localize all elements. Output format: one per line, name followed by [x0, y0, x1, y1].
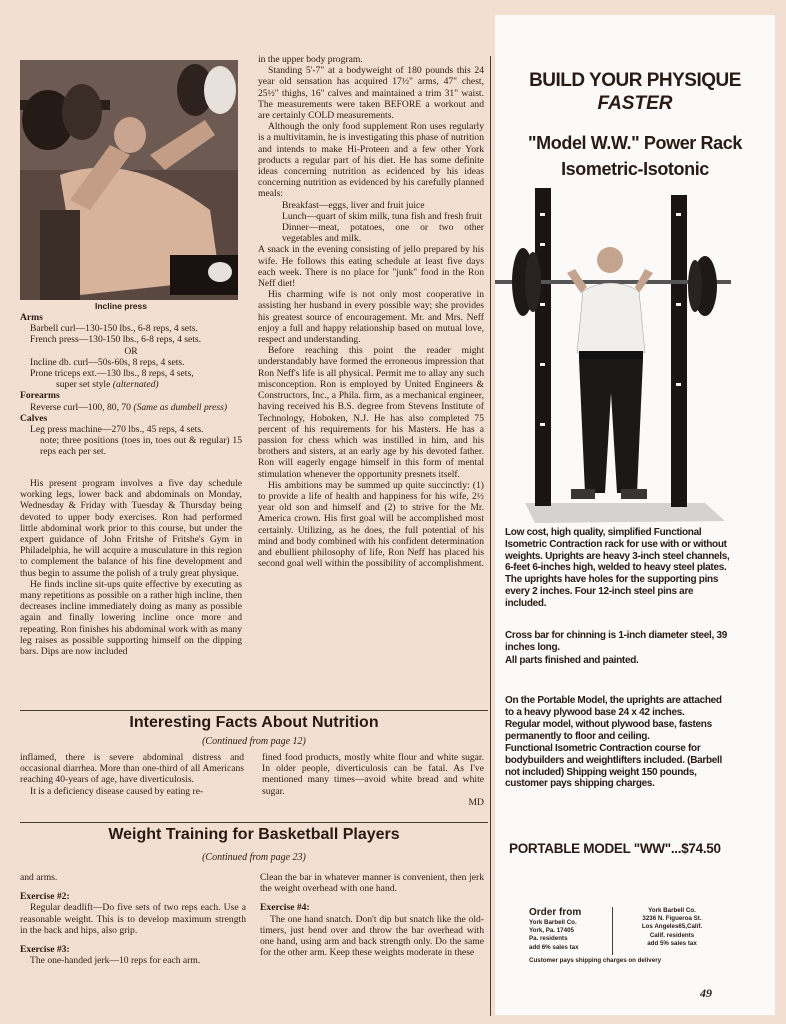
left-addr-3: Pa. residents: [529, 935, 568, 943]
right-addr-4: Calif. residents: [649, 931, 695, 939]
column-divider: [490, 56, 491, 1016]
basketball-continued: (Continued from page 23): [202, 852, 306, 863]
nutrition-right-p1: fined food products, mostly white flour and white sugar. In older people, diverticulosis can be fatal. As I've mentioned many times—avoid white bread and white sugar.: [262, 752, 484, 797]
nutrition-signature: MD: [468, 796, 484, 808]
power-rack-ad: [495, 15, 775, 1015]
basketball-l0: and arms.: [20, 872, 58, 883]
exercise-3-text: The one-handed jerk—10 reps for each arm.: [30, 955, 201, 967]
left-column-text: [20, 478, 242, 657]
ad-headline-faster: FASTER: [597, 93, 673, 114]
arms-or: OR: [124, 345, 138, 357]
nutrition-left: [20, 752, 244, 797]
basketball-title: Weight Training for Basketball Players: [108, 826, 400, 843]
routine-list: [20, 312, 242, 458]
arms-alternated: (alternated): [112, 379, 159, 391]
exercise-4-title: Exercise #4:: [260, 902, 310, 914]
middle-column-text: [258, 54, 484, 569]
exercise-4-text: The one hand snatch. Don't dip but snatch like the old-timers, just bend over and throw the bar overhead with one hand, using arm and back strength only. Do the same for the other arm. Keep these weights moderate in these: [260, 913, 484, 959]
nutrition-left-p1: inflamed, there is severe abdominal distress and occasional diarrhea. More than one-third of all Americans reaching 40-years of age, have diverticulosis.: [20, 752, 244, 786]
photo-caption: Incline press: [95, 301, 147, 311]
exercise-2-title: Exercise #2:: [20, 891, 70, 903]
ad-description-1: Low cost, high quality, simplified Functional Isometric Contraction rack for use with or without weights. Uprights are heavy 3-inch steel channels, 6-feet 6-inches high, welded to heavy steel plates. The uprights have holes for the supporting pins every 2 inches. Four 12-inch steel pins are included.: [505, 527, 730, 609]
left-paragraph-1: His present program involves a five day schedule working legs, lower back and abdominals on Monday, Wednesday & Friday with Tuesday & Thursday being devoted to upper body exercises. Ron had performed little abdominal work prior to this course, but under the expert guidance of John Fritshe of Fritshe's Gym in Philadelphia, he will acquire a musculature in this region to complement the balance of his fine development and thus begin to assume the polish of a truly great physique.: [20, 478, 242, 579]
meal-lunch: Lunch—quart of skim milk, tuna fish and fresh fruit: [282, 210, 483, 222]
ad-description-5: Regular model, without plywood base, fastens permanently to floor and ceiling.: [505, 719, 712, 742]
ad-price: PORTABLE MODEL "WW"...$74.50: [509, 841, 721, 856]
page-number: 49: [700, 986, 712, 1000]
arms-line-4: Prone triceps ext.—130 lbs., 8 reps, 4 sets,: [30, 368, 194, 380]
mid-paragraph-2: Although the only food supplement Ron uses regularly is a multivitamin, he is investigating this phase of nutrition and intends to make Hi-Proteen and a few other York products a regular part of his diet. He has some definite ideas concerning nutrition as ecidenced by his ideas concerning nutrition as evidenced by his carefully planned meals:: [258, 121, 484, 200]
shipping-footer: Customer pays shipping charges on delivery: [529, 957, 662, 964]
calves-line: Leg press machine—270 lbs., 45 reps, 4 sets.: [30, 424, 204, 436]
mid-paragraph-3: A snack in the evening consisting of jello prepared by his wife. He follows this eating schedule at least five days each week. There is no place for "junk" food in the Ron Neff diet!: [258, 244, 484, 290]
arms-heading: Arms: [20, 312, 43, 323]
exercise-2-text: Regular deadlift—Do five sets of two reps each. Use a reasonable weight. This is to develop maximum strength in the back and hips, also grip.: [20, 902, 246, 936]
basketball-left: [20, 872, 246, 966]
forearms-heading: Forearms: [20, 390, 60, 402]
nutrition-continued: (Continued from page 12): [202, 736, 306, 747]
ad-model-name: "Model W.W." Power Rack: [528, 133, 742, 153]
basketball-r0: Clean the bar in whatever manner is convenient, then jerk the weight overhead with one hand.: [260, 872, 484, 895]
left-addr-2: York, Pa. 17405: [529, 927, 574, 935]
ad-subtitle: Isometric-Isotonic: [561, 159, 709, 179]
left-paragraph-2: He finds incline sit-ups quite effective by executing as many repetitions as possible on a rather high incline, then decreases incline immediately doing as many as possible again and finally lowering incline once more and repeating. Ron finishes his abdominal work with as many leg raises as possible supporting himself on the dipping bars. Dips are now included: [20, 578, 242, 658]
left-addr-4: add 6% sales tax: [529, 943, 579, 951]
right-addr-1: York Barbell Co.: [648, 907, 696, 914]
right-addr-3: Los Angeles65,Calif.: [641, 923, 703, 931]
calves-note: note; three positions (toes in, toes out & regular) 15 reps each per set.: [40, 435, 242, 458]
mid-paragraph-1: Standing 5'-7" at a bodyweight of 180 pounds this 24 year old sensation has acquired 17½" arms, 47" chest, 25½" thighs, 16" calves and maintained a trim 31" waist. The measurements were taken BEFORE a workout and are certainly COLD measurements.: [258, 65, 484, 122]
nutrition-title: Interesting Facts About Nutrition: [129, 714, 379, 731]
left-addr-1: York Barbell Co.: [529, 919, 577, 926]
right-addr-2: 3236 N. Figueroa St.: [642, 915, 702, 923]
meal-dinner: Dinner—meat, potatoes, one or two other vegetables and milk.: [282, 222, 484, 245]
basketball-right: [260, 872, 484, 958]
forearms-note: (Same as dumbell press): [133, 401, 228, 413]
power-rack-photo: [495, 183, 775, 533]
nutrition-left-p2: It is a deficiency disease caused by eating re-: [30, 785, 204, 797]
meal-breakfast: Breakfast—eggs, liver and fruit juice: [282, 199, 425, 211]
calves-heading: Calves: [20, 412, 48, 424]
ad-description-4: On the Portable Model, the uprights are attached to a heavy plywood base 24 x 42 inches.: [505, 695, 722, 718]
order-address-right: [617, 907, 727, 948]
mid-paragraph-0: in the upper body program.: [258, 54, 363, 65]
nutrition-right: [262, 752, 484, 808]
exercise-3-title: Exercise #3:: [20, 944, 70, 956]
arms-line-3: Incline db. curl—50s-60s, 8 reps, 4 sets.: [30, 356, 185, 368]
order-address-left: [529, 919, 579, 952]
incline-press-photo: [20, 60, 238, 300]
arms-line-2: French press—130-150 lbs., 6-8 reps, 4 sets.: [30, 334, 202, 346]
ad-description-3: All parts finished and painted.: [505, 655, 639, 666]
right-addr-5: add 5% sales tax: [647, 939, 697, 947]
nutrition-top-rule: [20, 710, 488, 711]
ad-headline: BUILD YOUR PHYSIQUE: [529, 70, 741, 91]
mid-paragraph-5: Before reaching this point the reader might understandably have formed the erroneous impression that Ron Neff's life is all physical. Permit me to allay any such misconception. Ron is employed by United Engineers & Constructors, Inc., a Phila. firm, as a mechanical engineer, having received his B.S. degree from Stevens Institute of Technology, Hoboken, N.J. He has also completed 75 percent of his requirements for his Masters. He has a passion for chess which was instilled in him, and his brothers and sisters, at an early age by his devoted father. Ron will eagerly engage himself in this form of mental stimulation whenever the opportunity presnets itself.: [258, 345, 484, 480]
ad-description-6: Functional Isometric Contraction course for bodybuilders and weightlifters included. (Barbell not included) Shipping weight 150 pounds, customer pays shipping charges.: [505, 743, 722, 790]
mid-paragraph-6: His ambitions may be summed up quite succinctly: (1) to provide a life of health and happiness for his wife, 2½ year old son and himself and (2) to strive for the Mr. America crown. His first goal will be accomplished most certainly. Utilizing, as he does, the full potential of his mind and body combined with his confident determination and ebullient philosophy of life, Ron Neff has placed his second goal well within the possibility of accomplishment.: [258, 479, 484, 570]
arms-line-1: Barbell curl—130-150 lbs., 6-8 reps, 4 sets.: [30, 323, 198, 335]
forearms-line: Reverse curl—100, 80, 70: [30, 401, 131, 413]
basketball-top-rule: [20, 822, 488, 823]
mid-paragraph-4: His charming wife is not only most cooperative in assisting her husband in every possible way; she provides his greatest source of encouragement. Mr. and Mrs. Neff enjoy a full and happy relationship based on mutual love, respect and understanding.: [258, 289, 484, 346]
arms-line-5: super set style: [56, 379, 111, 391]
order-from-label: Order from: [529, 907, 582, 918]
address-divider: [612, 907, 613, 955]
ad-description-2: Cross bar for chinning is 1-inch diameter steel, 39 inches long.: [505, 630, 727, 653]
